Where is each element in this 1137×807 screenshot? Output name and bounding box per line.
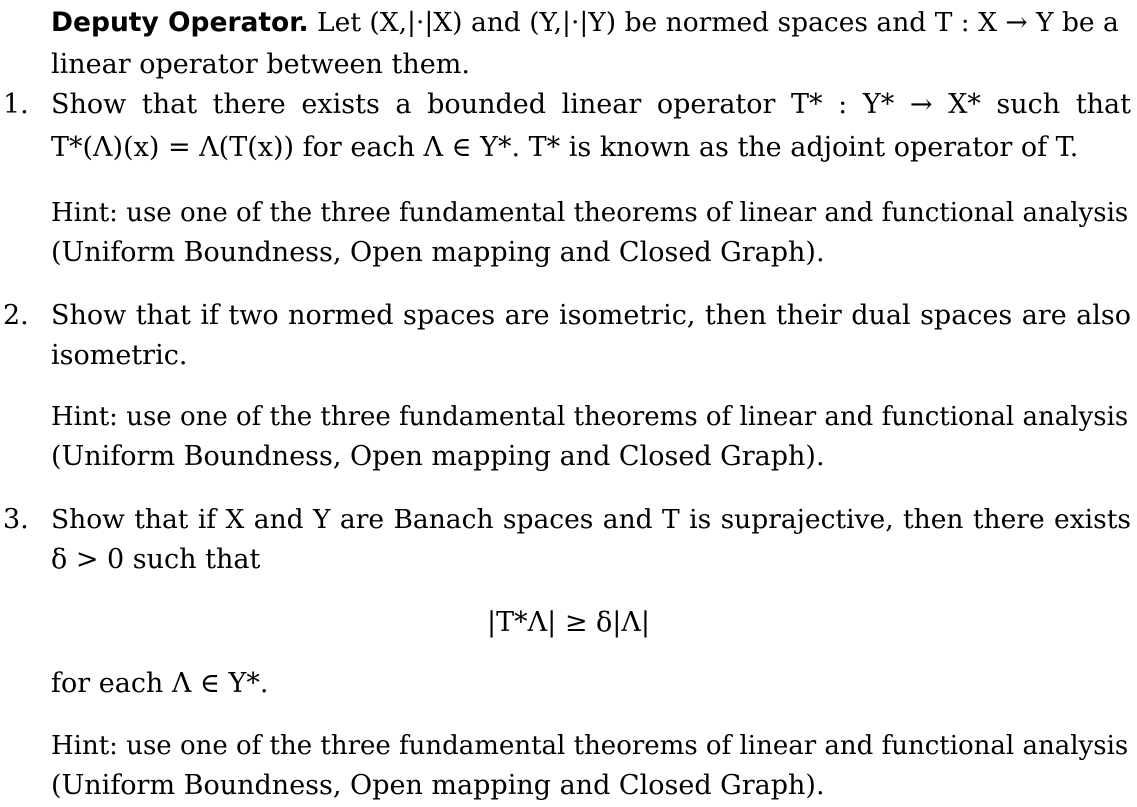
item-3-line-1: Show that if X and Y are Banach spaces and T is suprajective, then there exists [51, 504, 1131, 535]
item-2-hint-line-1: Hint: use one of the three fundamental theorems of linear and functional analysis [51, 402, 1129, 432]
item-2-hint-line-2: (Uniform Boundness, Open mapping and Closed Graph). [51, 441, 825, 472]
intro-text-1: Let (X,|·|X) and (Y,|·|Y) be normed spaces and T : X → Y be a [308, 7, 1119, 38]
item-3-number: 3. [3, 504, 29, 535]
item-1-number: 1. [3, 89, 29, 120]
item-2-line-2: isometric. [51, 340, 188, 371]
item-2-number: 2. [3, 300, 29, 331]
item-1-hint-line-2: (Uniform Boundness, Open mapping and Closed Graph). [51, 237, 825, 268]
item-3-formula: |T*Λ| ≥ δ|Λ| [487, 607, 650, 638]
item-1-line-2: T*(Λ)(x) = Λ(T(x)) for each Λ ∈ Y*. T* is known as the adjoint operator of T. [51, 132, 1079, 163]
item-2-line-1: Show that if two normed spaces are isometric, then their dual spaces are also [51, 300, 1131, 331]
item-3-after: for each Λ ∈ Y*. [51, 668, 269, 699]
item-1-line-1: Show that there exists a bounded linear operator T* : Y* → X* such that [51, 89, 1131, 120]
item-3-hint-line-2: (Uniform Boundness, Open mapping and Closed Graph). [51, 770, 825, 801]
item-1-hint-line-1: Hint: use one of the three fundamental theorems of linear and functional analysis [51, 198, 1129, 228]
item-3-line-2: δ > 0 such that [51, 544, 261, 575]
intro-line-1 [51, 6, 1131, 40]
item-3-hint-line-1: Hint: use one of the three fundamental theorems of linear and functional analysis [51, 731, 1129, 761]
intro-title: Deputy Operator. [51, 7, 309, 38]
intro-line-2: linear operator between them. [51, 49, 470, 80]
